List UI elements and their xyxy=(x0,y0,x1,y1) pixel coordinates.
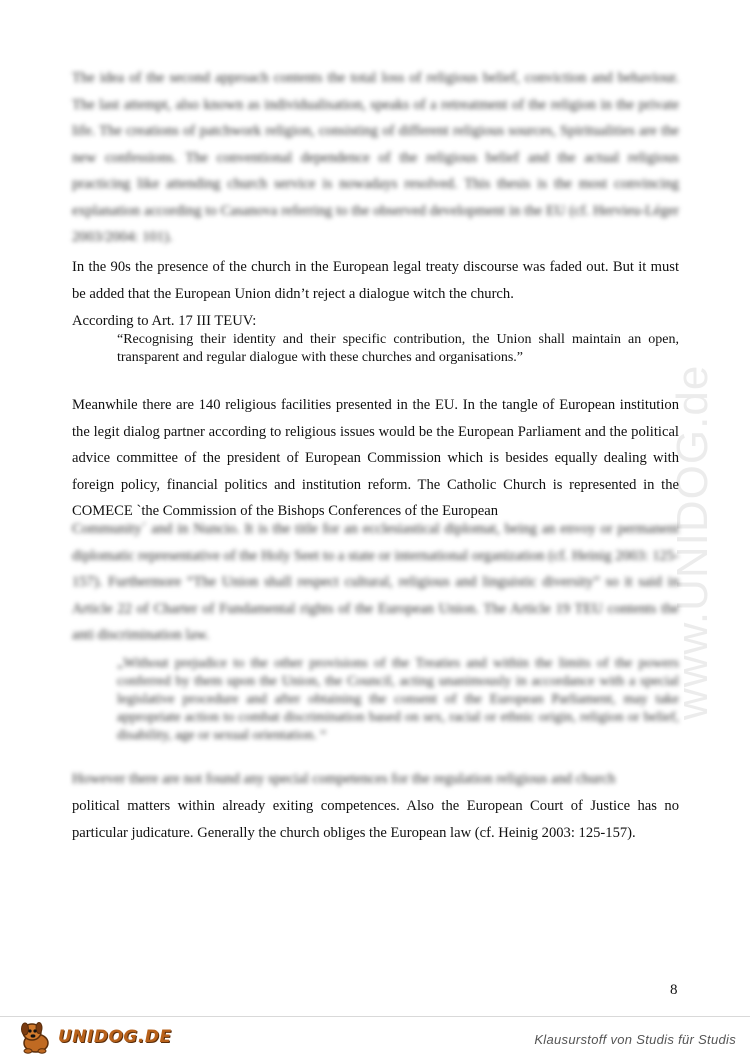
quote-art-17: “Recognising their identity and their specific contribution, the Union shall maintain an open, transparent and regular dialogue with these churches and organisations.” xyxy=(117,332,679,365)
paragraph-competences-blurred: However there are not found any special competences for the regulation religious and church xyxy=(72,771,616,787)
quote-art-19-blurred: „Without prejudice to the other provisions of the Treaties and within the limits of the powers conferred by them upon the Union, the Council, acting unanimously in accordance with a special legislative procedure and after obtaining the consent of the European Parliament, may take appropriate action to combat discrimination based on sex, racial or ethnic origin, religion or belief, disability, age or sexual orientation. “ xyxy=(117,656,679,743)
unidog-logo xyxy=(16,1017,172,1057)
paragraph-nuncio-blurred: Community´ and in Nuncio. It is the title for an ecclesiastical diplomat, being an envoy or permanent diplomatic representative of the Holy Seet to a state or international organization (cf. Heinig 2003: 125-157). Furthermore “The Union shall respect cultural, religious and linguistic diversity” so it said in Article 22 of Charter of Fundamental rights of the European Union. The Article 19 TEU contents the anti discrimination law. xyxy=(72,521,679,643)
paragraph-secularization-blurred: The idea of the second approach contents the total loss of religious belief, conviction and behaviour. The last attempt, also known as individualisation, speaks of a retreatment of the religion in the private life. The creations of patchwork religion, consisting of different religious sources, Spiritualities are the new confessions. The conventional dependence of the religious belief and the actual religious practicing like attending church service is nowadays resolved. This thesis is the most convincing explanation according to Casanova referring to the observed development in the EU (cf. Hervieu-Léger 2003/2004: 101). xyxy=(72,70,679,245)
logo-text: UNIDOG.DE xyxy=(58,1027,172,1047)
paragraph-article-reference: According to Art. 17 III TEUV: xyxy=(72,313,257,329)
paragraph-court-of-justice: political matters within already exiting competences. Also the European Court of Justice has no particular judicature. Generally the church obliges the European law (cf. Heinig 2003: 125-157). xyxy=(72,798,679,841)
watermark: www.UNIDOG.de xyxy=(668,364,717,720)
dog-mascot-icon xyxy=(16,1019,56,1055)
paragraph-religious-facilities: Meanwhile there are 140 religious facilities presented in the EU. In the tangle of European institution the legit dialog partner according to religious issues would be the European Parliament and the political advice committee of the president of European Commission which is besides equally dealing with foreign policy, financial politics and institution reform. The Catholic Church is represented in the COMECE `the Commission of the Bishops Conferences of the European xyxy=(72,397,679,519)
paragraph-90s-church: In the 90s the presence of the church in the European legal treaty discourse was faded out. But it must be added that the European Union didn’t reject a dialogue witch the church. xyxy=(72,259,679,302)
page-number: 8 xyxy=(670,982,678,998)
footer-tagline: Klausurstoff von Studis für Studis xyxy=(534,1032,736,1047)
